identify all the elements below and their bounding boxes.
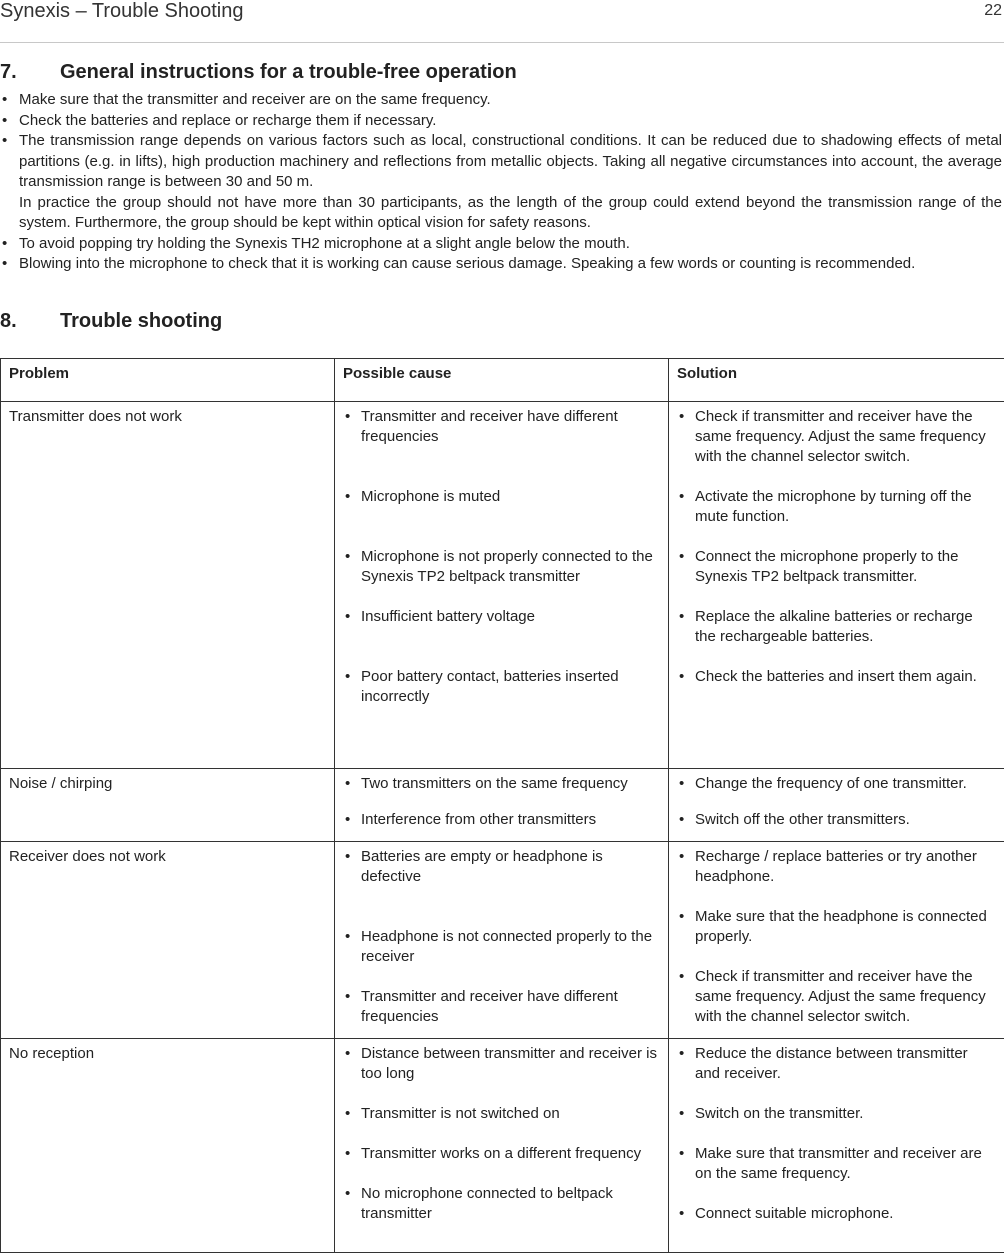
solution-cell xyxy=(669,1039,1004,1253)
cause-item: • Distance between transmitter and receiver is too long xyxy=(343,1044,660,1084)
section-number: 8. xyxy=(0,309,60,333)
solution-item: • Make sure that transmitter and receiver are on the same frequency. xyxy=(677,1144,996,1184)
cause-cell xyxy=(335,1039,669,1253)
section-general-instructions xyxy=(0,60,1004,275)
instruction-text: The transmission range depends on various factors such as local, constructional conditions. It can be reduced due to shadowing effects of metal partitions (e.g. in lifts), high production machinery and reflections from metallic objects. Taking all negative circumstances into account, the average transmission range is between 30 and 50 m. xyxy=(19,132,1002,190)
solution-item: • Change the frequency of one transmitter. xyxy=(677,774,996,794)
cause-item: • Two transmitters on the same frequency xyxy=(343,774,660,794)
cause-item: • Microphone is muted xyxy=(343,487,660,507)
cause-item: • Transmitter is not switched on xyxy=(343,1104,660,1124)
problem-cell: No reception xyxy=(1,1039,335,1253)
section-heading xyxy=(0,309,1004,333)
section-title: General instructions for a trouble-free operation xyxy=(60,60,517,84)
solution-item: • Replace the alkaline batteries or recharge the rechargeable batteries. xyxy=(677,607,996,647)
cause-item: • Headphone is not connected properly to the receiver xyxy=(343,927,660,967)
section-trouble-shooting xyxy=(0,309,1004,333)
table-row xyxy=(1,1039,1004,1253)
solution-item: • Switch on the transmitter. xyxy=(677,1104,996,1124)
table-row xyxy=(1,842,1004,1039)
solution-list xyxy=(677,407,996,687)
solution-list xyxy=(677,1044,996,1224)
instruction-note: In practice the group should not have more than 30 participants, as the length of the group could extend beyond the transmission range of the system. Furthermore, the group should be kept within optical vision for safety reasons. xyxy=(19,193,1002,234)
cause-item: • Microphone is not properly connected to the Synexis TP2 beltpack transmitter xyxy=(343,547,660,587)
cause-item: • No microphone connected to beltpack transmitter xyxy=(343,1184,660,1224)
cause-item: • Insufficient battery voltage xyxy=(343,607,660,627)
instruction-list xyxy=(0,90,1004,275)
section-title: Trouble shooting xyxy=(60,309,222,333)
page-header xyxy=(0,0,1004,43)
solution-item: • Connect suitable microphone. xyxy=(677,1204,996,1224)
cause-list xyxy=(343,1044,660,1224)
solution-cell xyxy=(669,769,1004,842)
cause-item: • Transmitter works on a different frequency xyxy=(343,1144,660,1164)
instruction-item xyxy=(0,131,1004,234)
column-header-problem: Problem xyxy=(1,359,335,402)
cause-list xyxy=(343,847,660,1027)
table-row xyxy=(1,402,1004,769)
section-number: 7. xyxy=(0,60,60,84)
solution-item: • Recharge / replace batteries or try another headphone. xyxy=(677,847,996,887)
cause-cell xyxy=(335,842,669,1039)
instruction-item: • Check the batteries and replace or recharge them if necessary. xyxy=(0,111,1004,132)
table-row xyxy=(1,769,1004,842)
cause-list xyxy=(343,774,660,830)
solution-item: • Check if transmitter and receiver have the same frequency. Adjust the same frequency with the channel selector switch. xyxy=(677,967,996,1027)
cause-list xyxy=(343,407,660,707)
document-title: Synexis – Trouble Shooting xyxy=(0,0,244,22)
solution-cell xyxy=(669,402,1004,769)
cause-item: • Poor battery contact, batteries inserted incorrectly xyxy=(343,667,660,707)
instruction-item: • To avoid popping try holding the Synexis TH2 microphone at a slight angle below the mouth. xyxy=(0,234,1004,255)
cause-item: • Transmitter and receiver have different frequencies xyxy=(343,987,660,1027)
cause-cell xyxy=(335,402,669,769)
page-number: 22 xyxy=(984,2,1002,20)
table-header-row xyxy=(1,359,1004,402)
solution-item: • Switch off the other transmitters. xyxy=(677,810,996,830)
trouble-shooting-table xyxy=(0,358,1004,1253)
solution-list xyxy=(677,774,996,830)
problem-cell: Receiver does not work xyxy=(1,842,335,1039)
instruction-item: • Blowing into the microphone to check that it is working can cause serious damage. Speaking a few words or counting is recommended. xyxy=(0,254,1004,275)
solution-item: • Check the batteries and insert them again. xyxy=(677,667,996,687)
cause-item: • Transmitter and receiver have different frequencies xyxy=(343,407,660,447)
instruction-item: • Make sure that the transmitter and receiver are on the same frequency. xyxy=(0,90,1004,111)
solution-item: • Connect the microphone properly to the Synexis TP2 beltpack transmitter. xyxy=(677,547,996,587)
solution-item: • Make sure that the headphone is connected properly. xyxy=(677,907,996,947)
solution-item: • Activate the microphone by turning off the mute function. xyxy=(677,487,996,527)
cause-item: • Interference from other transmitters xyxy=(343,810,660,830)
cause-cell xyxy=(335,769,669,842)
problem-cell: Transmitter does not work xyxy=(1,402,335,769)
solution-item: • Reduce the distance between transmitter and receiver. xyxy=(677,1044,996,1084)
section-heading xyxy=(0,60,1004,84)
column-header-solution: Solution xyxy=(669,359,1004,402)
problem-cell: Noise / chirping xyxy=(1,769,335,842)
solution-item: • Check if transmitter and receiver have the same frequency. Adjust the same frequency with the channel selector switch. xyxy=(677,407,996,467)
solution-cell xyxy=(669,842,1004,1039)
column-header-cause: Possible cause xyxy=(335,359,669,402)
cause-item: • Batteries are empty or headphone is defective xyxy=(343,847,660,887)
solution-list xyxy=(677,847,996,1027)
